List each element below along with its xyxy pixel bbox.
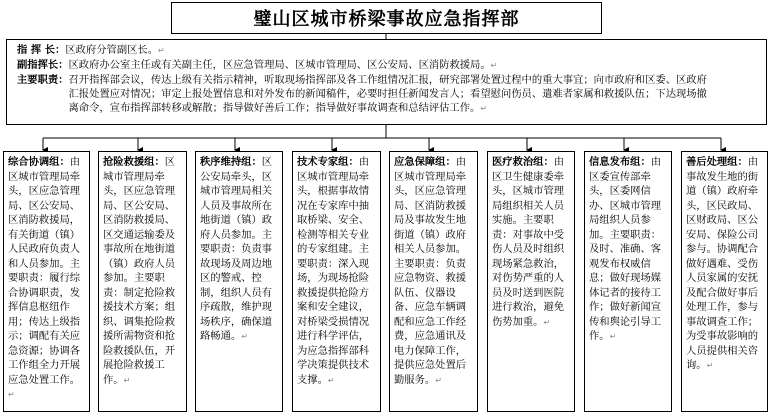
deputy-label: 副指挥长： [17, 59, 69, 71]
deputy-text: 区政府办公室主任或有关副主任，区应急管理局、区城市管理局、区公安局、区消防救援局。 [68, 59, 491, 71]
paragraph-mark: ↵ [327, 375, 335, 385]
headquarters-box [6, 39, 767, 125]
title-box [171, 2, 602, 34]
group-description: 由区委宣传部牵头，区委网信办、区城市管理局组织人员参加。主要职责：及时、准确、客观发布权威信息；做好现场媒体记者的接待工作；做好新闻宣传和舆论引导工作。 [589, 156, 662, 342]
group-title: 秩序维持组： [200, 156, 262, 168]
group-box-8 [681, 151, 768, 412]
paragraph-mark: ↵ [8, 390, 15, 399]
commander-label: 指 挥 长： [17, 44, 66, 56]
group-description: 由区卫生健康委牵头，区城市管理局组织相关人员实施。主要职责：对事故中受伤人员及时组织现场紧急救治，对伤势严重的人员及时送到医院进行救治，避免伤势加重。 [492, 156, 565, 328]
group-title: 综合协调组： [8, 156, 70, 168]
group-title: 信息发布组： [589, 156, 651, 168]
paragraph-mark: ↵ [609, 332, 617, 341]
group-description: 由区城市管理局牵头，区应急管理局、区公安局、区消防救援局，有关街道（镇）人民政府负责人和人员参加。主要职责：履行综合协调职责，发挥信息枢纽作用；传达上级指示；调配有关应急资源；协调各工作组全力开展应急处置工作。 [8, 156, 81, 386]
duty-line-3: 离命令，宣布指挥部转移或解散；指导做好善后工作；指导做好事故调查和总结评估工作。 [68, 102, 481, 114]
paragraph-mark: ↵ [490, 61, 498, 70]
paragraph-mark: ↵ [241, 332, 248, 341]
paragraph-mark: ↵ [706, 361, 714, 370]
group-box-4 [292, 151, 381, 412]
paragraph-mark: ↵ [123, 375, 131, 385]
group-box-7 [584, 151, 672, 412]
group-description: 由区城市管理局牵头，区应急管理局、区消防救援局及事故发生地街道（镇）政府相关人员参加。主要职责：负责应急物资、救援队伍、仪器设备、应急车辆调配和应急工作经费，应急通讯及电力保障工作，提供应急处置后勤服务。 [394, 156, 467, 386]
group-box-2 [98, 151, 187, 412]
paragraph-mark: ↵ [480, 104, 488, 113]
group-title: 医疗救治组： [492, 156, 554, 168]
group-title: 技术专家组： [297, 156, 359, 168]
duty-line-1: 召开指挥部会议，传达上级有关指示精神，听取现场指挥部及各工作组情况汇报，研究部署处置过程中的重大事宜；向市政府和区委、区政府 [68, 74, 707, 86]
paragraph-mark: ↵ [435, 375, 442, 385]
group-description: 由事故发生地的街道（镇）政府牵头，区民政局、区财政局、区公安局、保险公司参与。协调配合做好遇难、受伤人员家属的安抚及配合做好事后处理工作，参与事故调查工作；为受事故影响的人员提供相关咨询。 [686, 156, 759, 371]
duty-row [17, 73, 756, 116]
group-box-6 [487, 151, 575, 412]
duty-label: 主要职责： [17, 74, 69, 86]
commander-row [17, 43, 756, 58]
paragraph-mark: ↵ [543, 317, 551, 327]
group-title: 抢险救援组： [103, 156, 165, 168]
group-title: 善后处理组： [686, 156, 748, 168]
deputy-row [17, 58, 756, 73]
group-box-3 [195, 151, 283, 412]
paragraph-mark: ↵ [158, 46, 165, 55]
group-description: 区公安局牵头，区城市管理局相关人员及事故所在地街道（镇）政府人员参加。主要职责：负责事故现场及周边地区的警戒、控制，组织人员有序疏散，维护现场秩序，确保道路畅通。 [200, 156, 273, 342]
group-box-1 [3, 151, 90, 412]
group-box-5 [389, 151, 478, 412]
group-description: 区城市管理局牵头，区应急管理局、区公安局、区消防救援局、区交通运输委及事故所在地街道（镇）政府人员参加。主要职责：制定抢险救援技术方案；组织、调集抢险救援所需物资和抢险救援队伍，开展抢险救援工作。 [103, 156, 176, 386]
group-description: 由区城市管理局牵头，根据事故情况在专家库中抽取桥梁、安全、检测等相关专业的专家组建。主要职责：深入现场，为现场抢险救援提供抢险方案和安全建议，对桥梁受损情况进行科学评估，为应急指挥部科学决策提供技术支撑。 [297, 156, 370, 386]
commander-text: 区政府分管副区长。 [65, 44, 159, 56]
duty-line-2: 汇报处置应对情况；审定上报处置信息和对外发布的新闻稿件，必要时担任新闻发言人；看望慰问伤员、遣难者家属和救援队伍；下达现场撤 [68, 88, 707, 100]
group-title: 应急保障组： [394, 156, 456, 168]
diagram-title: 璧山区城市桥梁事故应急指挥部 [253, 9, 520, 30]
